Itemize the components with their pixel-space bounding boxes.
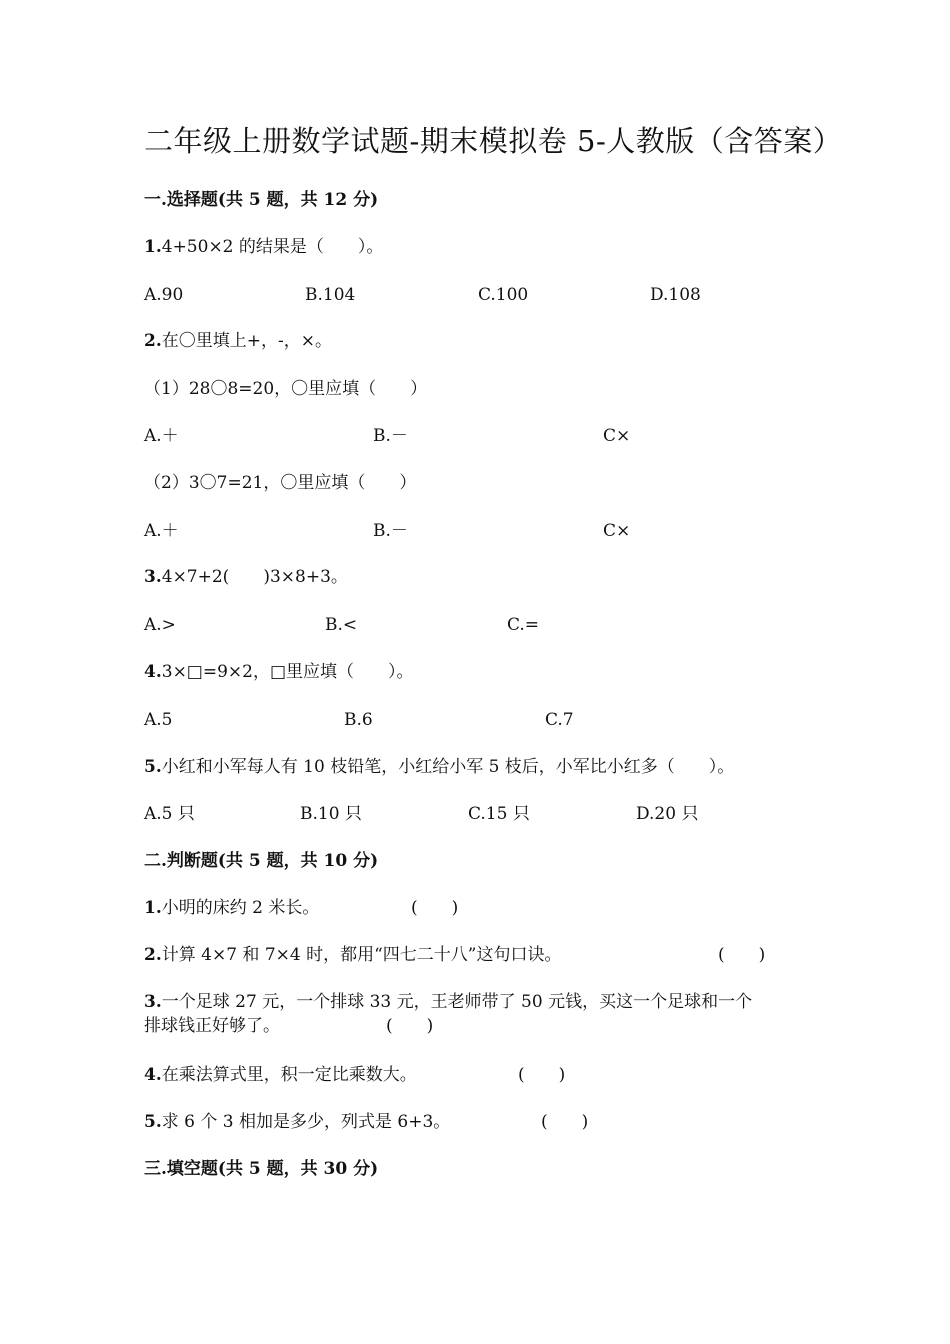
- question-choice-4: [144, 661, 414, 683]
- answer-paren: ( ): [541, 1112, 589, 1132]
- option: A.>: [144, 615, 176, 635]
- question-number: 1.: [144, 237, 162, 257]
- option: B.－: [373, 426, 408, 446]
- option: D.20 只: [636, 804, 699, 824]
- question-text: 4+50×2 的结果是（ ）。: [161, 237, 384, 257]
- question-text: 小红和小军每人有 10 枝铅笔，小红给小军 5 枝后，小军比小红多（ ）。: [161, 757, 735, 777]
- section-heading-choice: 一.选择题(共 5 题，共 12 分): [144, 190, 379, 210]
- question-number: 4.: [144, 662, 162, 682]
- option: A.＋: [144, 426, 179, 446]
- question-number: 5.: [144, 757, 162, 777]
- question-judge-2: [144, 944, 562, 966]
- option: D.108: [650, 285, 701, 305]
- question-number: 4.: [144, 1065, 162, 1085]
- option: B.<: [325, 615, 358, 635]
- option: C.100: [478, 285, 529, 305]
- sub-question-2: （2）3〇7=21，〇里应填（ ）: [144, 473, 417, 493]
- question-text: 在〇里填上+，-，×。: [161, 331, 332, 351]
- question-text: 计算 4×7 和 7×4 时，都用“四七二十八”这句口诀。: [161, 945, 562, 965]
- question-judge-4: [144, 1064, 417, 1086]
- question-number: 3.: [144, 567, 162, 587]
- question-text: 一个足球 27 元，一个排球 33 元，王老师带了 50 元钱，买这一个足球和一个: [161, 992, 753, 1012]
- question-number: 2.: [144, 945, 162, 965]
- option: C×: [603, 521, 631, 541]
- question-judge-1: [144, 897, 319, 919]
- question-choice-3: [144, 566, 348, 588]
- question-choice-5: [144, 756, 734, 778]
- option: B.10 只: [300, 804, 362, 824]
- question-choice-1: [144, 236, 383, 258]
- question-judge-5: [144, 1111, 450, 1133]
- option: C.15 只: [468, 804, 530, 824]
- question-text-continued: 排球钱正好够了。: [144, 1016, 280, 1036]
- section-heading-judge: 二.判断题(共 5 题，共 10 分): [144, 851, 379, 871]
- option: C×: [603, 426, 631, 446]
- question-number: 3.: [144, 992, 162, 1012]
- question-text: 小明的床约 2 米长。: [161, 898, 320, 918]
- question-number: 1.: [144, 898, 162, 918]
- question-text: 4×7+2( )3×8+3。: [161, 567, 348, 587]
- section-heading-fill: 三.填空题(共 5 题，共 30 分): [144, 1159, 379, 1179]
- question-text: 3×□=9×2，□里应填（ ）。: [161, 662, 414, 682]
- option: B.6: [344, 710, 373, 730]
- page-title: 二年级上册数学试题-期末模拟卷 5-人教版（含答案）: [144, 124, 843, 158]
- option: A.5: [144, 710, 173, 730]
- question-text: 在乘法算式里，积一定比乘数大。: [161, 1065, 417, 1085]
- answer-paren: ( ): [411, 898, 459, 918]
- question-number: 2.: [144, 331, 162, 351]
- question-choice-2: [144, 330, 332, 352]
- question-text: 求 6 个 3 相加是多少，列式是 6+3。: [161, 1112, 451, 1132]
- question-number: 5.: [144, 1112, 162, 1132]
- sub-question-1: （1）28〇8=20，〇里应填（ ）: [144, 379, 428, 399]
- option: A.90: [144, 285, 184, 305]
- question-judge-3: [144, 991, 752, 1013]
- option: C.7: [545, 710, 574, 730]
- option: B.104: [305, 285, 356, 305]
- option: A.＋: [144, 521, 179, 541]
- option: B.－: [373, 521, 408, 541]
- answer-paren: ( ): [518, 1065, 566, 1085]
- option: A.5 只: [144, 804, 195, 824]
- answer-paren: ( ): [386, 1016, 434, 1036]
- answer-paren: ( ): [718, 945, 766, 965]
- option: C.=: [507, 615, 540, 635]
